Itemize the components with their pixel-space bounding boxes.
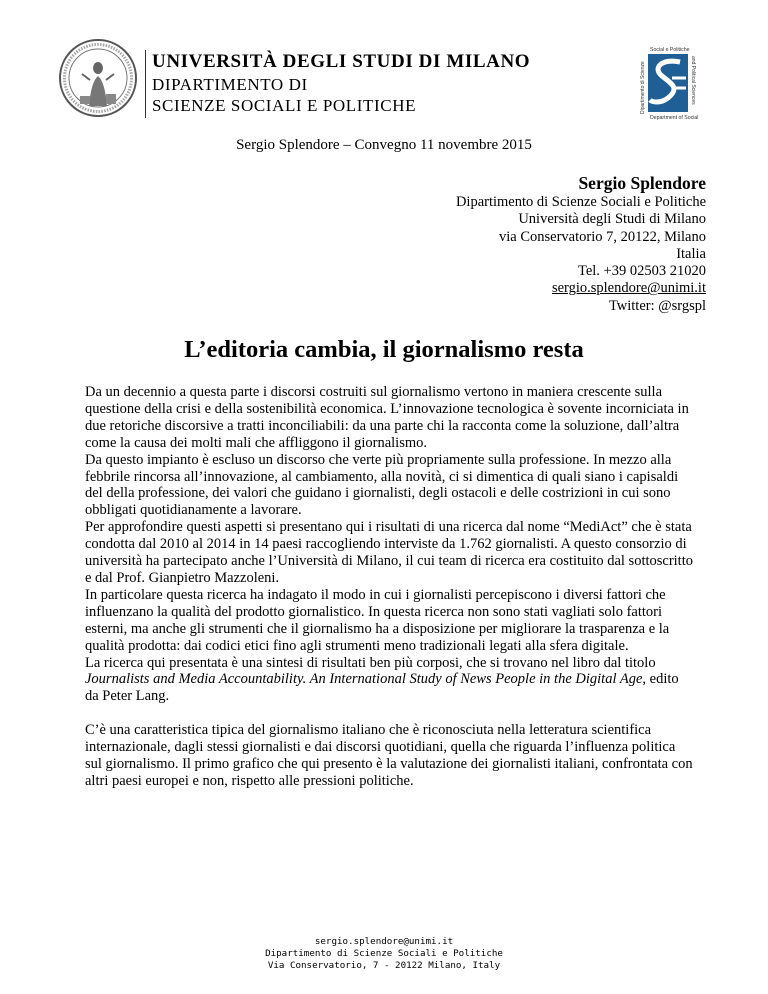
dept-logo-top-text: Social e Politiche	[650, 47, 690, 53]
author-block	[456, 172, 706, 315]
department-line-2: SCIENZE SOCIALI E POLITICHE	[152, 96, 417, 115]
author-name: Sergio Splendore	[578, 173, 706, 193]
department-logo	[628, 44, 704, 122]
university-heading	[152, 50, 530, 116]
paragraph: Da questo impianto è escluso un discorso che verte più propriamente sulla professione. In mezzo alla febbrile rincorsa all’innovazione, al cambiamento, alla novità, ci si dimentica di quali siano i capisaldi del della professione, dei valori che guidano i giornalisti, degli ostacoli e delle costrizioni in cui sono obbligati quotidianamente a lavorare.	[85, 451, 679, 519]
author-email-link[interactable]: sergio.splendore@unimi.it	[551, 280, 706, 297]
paragraph: In particolare questa ricerca ha indagato il modo in cui i giornalisti percepiscono i diversi fattori che influenzano la qualità del prodotto giornalistico. In questa ricerca non sono stati vagliati solo fattori esterni, ma anche gli strumenti che il giornalismo ha a disposizione per migliorare la trasparenza e la qualità prodotta: dai codici etici fino agli strumenti meno tradizionali legati alla sfera digitale.	[85, 586, 670, 654]
header-divider	[145, 50, 146, 118]
paragraph-gap	[85, 705, 695, 722]
footer-email: sergio.splendore@unimi.it	[314, 936, 454, 947]
author-university: Università degli Studi di Milano	[518, 211, 706, 228]
author-twitter: Twitter: @srgspl	[608, 297, 706, 314]
article-title: L’editoria cambia, il giornalismo resta	[184, 336, 584, 363]
author-phone: Tel. +39 02503 21020	[578, 263, 706, 280]
dept-logo-left-text: Dipartimento di Scienze	[640, 61, 646, 114]
footer-department: Dipartimento di Scienze Sociali e Politiche	[265, 948, 503, 959]
book-intro: La ricerca qui presentata è una sintesi di risultati ben più corposi, che si trovano nel libro dal titolo	[85, 654, 656, 671]
paragraph: Per approfondire questi aspetti si presentano qui i risultati di una ricerca dal nome “MediAct” che è stata condotta dal 2010 al 2014 in 14 paesi raccogliendo interviste da 1.762 giornalisti. A questo consorzio di università ha partecipato anche l’Università di Milano, il cui team di ricerca era costituito dal sottoscritto e dal Prof. Gianpietro Mazzoleni.	[85, 519, 693, 586]
paragraph: Da un decennio a questa parte i discorsi costruiti sul giornalismo vertono in maniera crescente sulla questione della crisi e della sostenibilità economica. L’innovazione tecnologica è sovente incorniciata in due retoriche discorsive a tratti inconciliabili: da una parte chi la racconta come la soluzione, dall’altra come la causa dei molti mali che affliggono il giornalismo.	[85, 384, 689, 451]
department-line-1: DIPARTIMENTO DI	[152, 74, 308, 94]
document-header: Sergio Splendore – Convegno 11 novembre 2015	[236, 137, 532, 153]
university-seal-logo	[58, 38, 138, 118]
author-department: Dipartimento di Scienze Sociali e Politiche	[455, 194, 706, 210]
book-title: Journalists and Media Accountability. An International Study of News People in the Digital Age	[85, 671, 643, 688]
page-footer	[0, 936, 768, 972]
paragraph-book	[85, 655, 695, 706]
footer-address: Via Conservatorio, 7 - 20122 Milano, Italy	[267, 960, 501, 971]
article-body	[85, 384, 695, 790]
university-name: UNIVERSITÀ DEGLI STUDI DI MILANO	[152, 51, 531, 72]
paragraph: C’è una caratteristica tipica del giornalismo italiano che è riconosciuta nella letteratura scientifica internazionale, dagli stessi giornalisti e dai discorsi quotidiani, quella che riguarda l’influenza politica sul giornalismo. Il primo grafico che qui presento è la valutazione dei giornalisti italiani, confrontata con altri paesi europei e non, rispetto alle pressioni politiche.	[85, 722, 693, 789]
book-publisher: , edito da Peter Lang.	[85, 671, 679, 705]
author-address: via Conservatorio 7, 20122, Milano	[498, 228, 706, 245]
dept-logo-right-text: and Political Sciences	[690, 56, 696, 105]
author-country: Italia	[676, 245, 706, 262]
dept-logo-bottom-text: Department of Social	[650, 115, 699, 121]
